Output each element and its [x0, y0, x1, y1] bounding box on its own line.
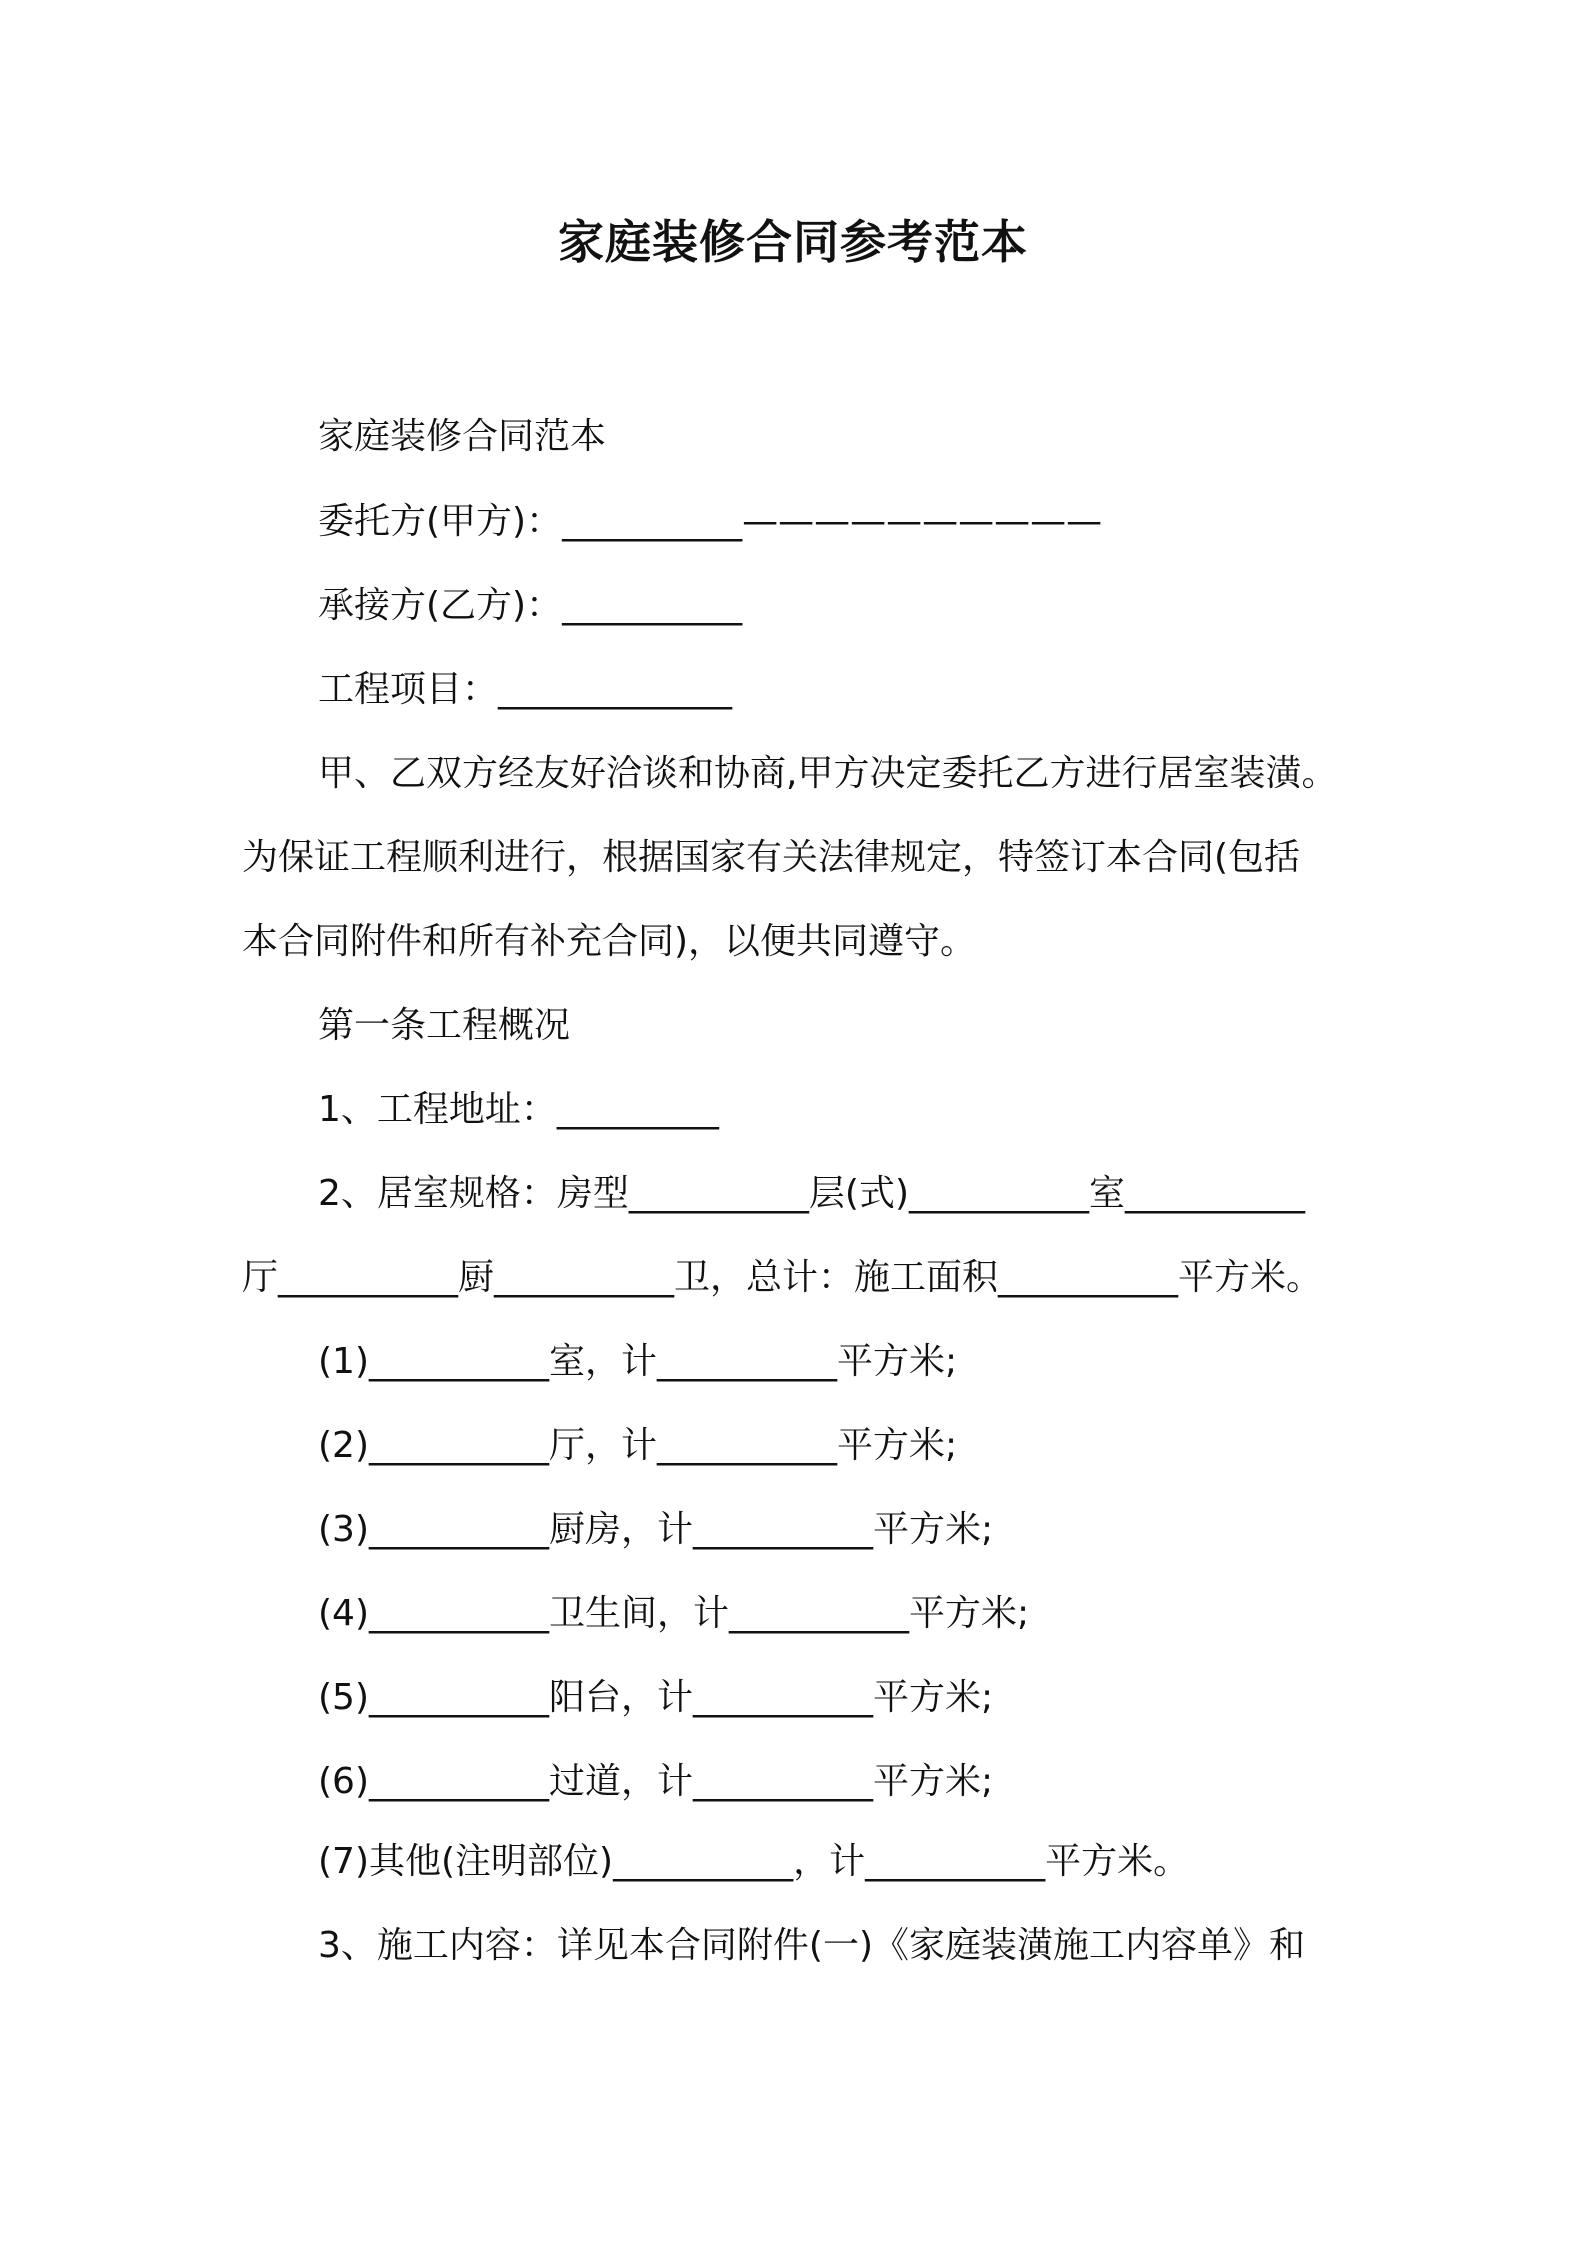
party-a-line: 委托方(甲方)：__________—————————— [318, 501, 1103, 542]
room-spec-line-2: 厅__________厨__________卫，总计：施工面积__________平方米。 [242, 1257, 1323, 1298]
room-item-3: (3)__________厨房，计__________平方米; [318, 1509, 994, 1550]
project-line: 工程项目：_____________ [318, 669, 733, 710]
room-spec-line-1: 2、居室规格：房型__________层(式)__________室__________ [318, 1173, 1305, 1214]
room-item-2: (2)__________厅，计__________平方米; [318, 1425, 958, 1466]
room-item-4: (4)__________卫生间，计__________平方米; [318, 1593, 1030, 1634]
document-title: 家庭装修合同参考范本 [558, 215, 1028, 269]
room-item-7: (7)其他(注明部位)__________，计__________平方米。 [318, 1841, 1190, 1882]
contract-subtitle: 家庭装修合同范本 [318, 416, 607, 457]
article-one-heading: 第一条工程概况 [318, 1005, 571, 1046]
room-item-1: (1)__________室，计__________平方米; [318, 1341, 958, 1382]
intro-paragraph-line-3: 本合同附件和所有补充合同)，以便共同遵守。 [242, 921, 977, 962]
room-item-6: (6)__________过道，计__________平方米; [318, 1761, 994, 1802]
intro-paragraph-line-2: 为保证工程顺利进行，根据国家有关法律规定，特签订本合同(包括 [242, 837, 1301, 878]
party-b-line: 承接方(乙方)：__________ [318, 585, 743, 626]
room-item-5: (5)__________阳台，计__________平方米; [318, 1677, 994, 1718]
intro-paragraph-line-1: 甲、乙双方经友好洽谈和协商,甲方决定委托乙方进行居室装潢。 [318, 753, 1338, 794]
project-address-line: 1、工程地址：_________ [318, 1089, 719, 1130]
construction-content-line: 3、施工内容：详见本合同附件(一)《家庭装潢施工内容单》和 [318, 1925, 1305, 1966]
